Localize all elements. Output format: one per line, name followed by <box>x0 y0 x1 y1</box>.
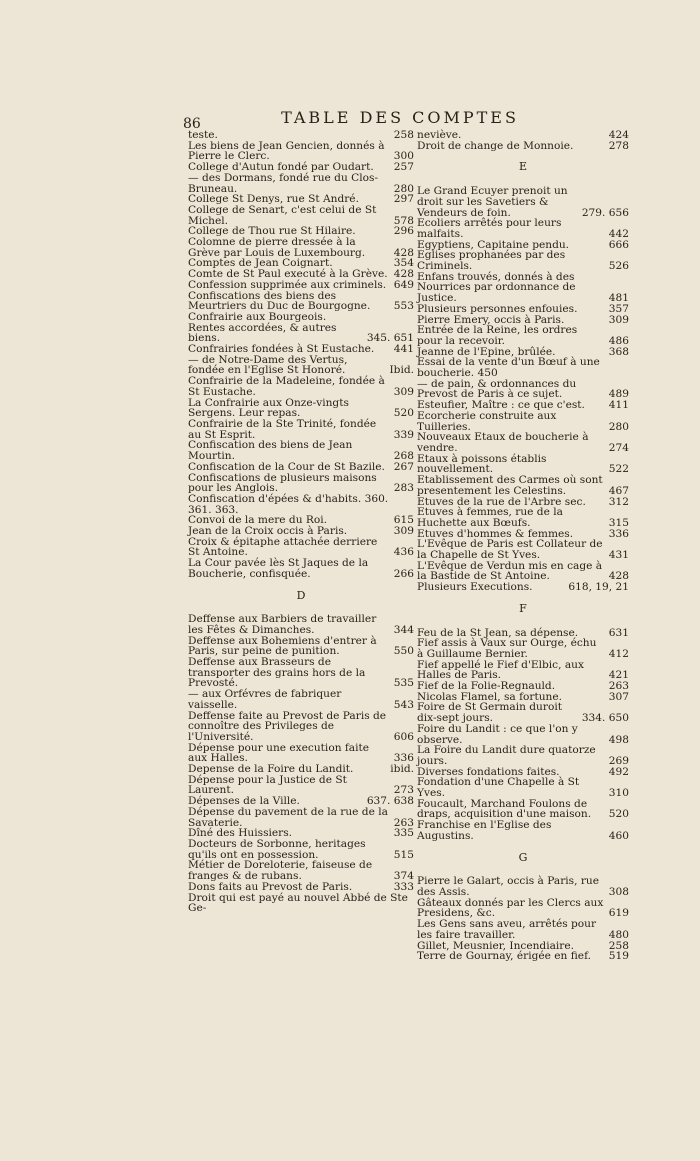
entry-text: — aux Orfévres de fabriquer vaisselle. <box>188 688 342 711</box>
entry-text: Droit qui est payé au nouvel Abbé de Ste Ge- <box>188 891 408 915</box>
section-letter-g: G <box>518 850 528 864</box>
entry-text: College de Senart, c'est celui de St Michel. <box>188 203 377 227</box>
entry-text: College d'Autun fondé par Oudart. <box>188 161 374 174</box>
index-entry <box>188 743 414 764</box>
entry-text: Convoi de la mere du Roi. <box>188 514 328 527</box>
index-entry <box>188 205 414 226</box>
entry-page-number: 269 <box>608 754 629 767</box>
entry-text: Comte de St Paul executé à la Grève. <box>188 268 388 281</box>
entry-page-number: 553 <box>393 300 414 313</box>
entry-page-number: 296 <box>393 225 414 238</box>
right-entries-f <box>417 628 629 842</box>
entry-page-number: 480 <box>608 928 629 941</box>
entry-text: Pierre le Galart, occis à Paris, rue des Assis. <box>417 875 599 898</box>
entry-page-number: 309 <box>608 313 629 326</box>
entry-text: Plusieurs Executions. <box>417 581 533 594</box>
index-entry <box>417 432 629 453</box>
index-entry <box>188 173 414 194</box>
entry-text: Dépense pour une execution faite aux Halles. <box>188 741 370 765</box>
entry-page-number: 520 <box>608 808 629 821</box>
entry-page-number: 263 <box>608 680 629 693</box>
entry-text: Confession supprimée aux criminels. <box>188 278 387 291</box>
entry-text: Nouveaux Etaux de boucherie à vendre. <box>417 431 589 454</box>
entry-text: Docteurs de Sorbonne, heritages qu'ils ont en possession. <box>188 838 366 861</box>
index-entry <box>417 638 629 659</box>
entry-text: Pierre Emery, occis à Paris. <box>417 313 565 326</box>
entry-text: Confiscation d'épées & d'habits. 360. 361. 363. <box>188 492 389 516</box>
index-entry <box>417 919 629 940</box>
entry-page-number: 309 <box>393 525 414 538</box>
entry-text: Esteufier, Maître : ce que c'est. <box>417 399 585 412</box>
entry-text: Colomne de pierre dressée à la Grève par Louis de Luxembourg. <box>188 236 366 259</box>
entry-page-number: 631 <box>608 626 629 639</box>
index-entry <box>188 419 414 440</box>
entry-text: — de pain, & ordonnances du Prevost de Paris à ce sujet. <box>417 377 577 401</box>
index-entry <box>417 141 629 152</box>
entry-text: Dépenses de la Ville. <box>188 795 300 808</box>
entry-text: Croix & épitaphe attachée derriere St Antoine. <box>188 535 378 559</box>
entry-text: Dépense du pavement de la rue de la Savaterie. <box>188 805 388 829</box>
entry-text: Les Gens sans aveu, arrêtés pour les faire travailler. <box>417 918 597 941</box>
entry-page-number: 649 <box>393 278 414 291</box>
entry-text: Dépense pour la Justice de St Laurent. <box>188 773 347 797</box>
index-entry <box>417 475 629 496</box>
entry-text: Etuves à femmes, rue de la Huchette aux Bœufs. <box>417 506 563 529</box>
entry-page-number: 619 <box>608 907 629 920</box>
entry-page-number: 308 <box>608 886 629 898</box>
index-entry <box>417 250 629 271</box>
index-entry <box>188 237 414 258</box>
entry-page-number: 428 <box>393 268 414 281</box>
entry-page-number: 526 <box>608 260 629 273</box>
entry-page-number: 278 <box>608 139 629 152</box>
entry-text: Le Grand Ecuyer prenoit un droit sur les Savetiers & Vendeurs de foin. <box>417 185 568 219</box>
entry-text: Jean de la Croix occis à Paris. <box>188 525 348 538</box>
index-entry <box>188 494 414 515</box>
index-entry <box>417 454 629 475</box>
index-entry <box>188 860 414 881</box>
entry-page-number: 637. 638 <box>366 795 414 808</box>
index-entry <box>188 312 414 344</box>
entry-page-number: Ibid. <box>389 364 414 377</box>
index-entry <box>417 561 629 582</box>
entry-page-number: 336 <box>393 752 414 765</box>
right-entries-g <box>417 876 629 962</box>
right-entries-top <box>417 130 629 151</box>
entry-page-number: 297 <box>393 193 414 206</box>
entry-page-number: 578 <box>393 214 414 227</box>
index-entry <box>188 689 414 710</box>
index-entry <box>417 304 629 315</box>
entry-text: Franchise en l'Eglise des Augustins. <box>417 819 552 842</box>
index-entry <box>188 291 414 312</box>
entry-page-number: 336 <box>608 527 629 540</box>
entry-text: La Confrairie aux Onze-vingts Sergens. Leur repas. <box>188 396 349 420</box>
entry-text: Confiscations des biens des Meurtriers du Duc de Bourgogne. <box>188 289 371 313</box>
entry-page-number: 263 <box>393 816 414 829</box>
entry-page-number: 550 <box>393 645 414 658</box>
section-letter-f: F <box>519 601 527 615</box>
entry-page-number: 520 <box>393 407 414 420</box>
entry-text: Etuves de la rue de l'Arbre sec. <box>417 495 586 508</box>
entry-page-number: 436 <box>393 546 414 559</box>
entry-page-number: 424 <box>608 129 629 141</box>
index-entry <box>417 582 629 593</box>
entry-text: La Foire du Landit dure quatorze jours. <box>417 744 596 767</box>
entry-text: Foire du Landit : ce que l'on y observe. <box>417 722 578 746</box>
index-entry <box>417 325 629 346</box>
index-entry <box>188 636 414 657</box>
entry-text: Les biens de Jean Gencien, donnés à Pierre le Clerc. <box>188 139 385 163</box>
index-entry <box>417 660 629 681</box>
index-entry <box>417 507 629 528</box>
entry-page-number: 498 <box>608 733 629 746</box>
entry-text: Confrairie aux Bourgeois. Rentes accordées, & autres biens. <box>188 310 337 345</box>
index-entry <box>188 893 414 914</box>
entry-text: Etuves d'hommes & femmes. <box>417 527 574 540</box>
entry-page-number: 441 <box>393 343 414 356</box>
entry-page-number: 344 <box>393 623 414 636</box>
entry-page-number: 442 <box>608 227 629 240</box>
index-entry <box>188 807 414 828</box>
entry-page-number: 428 <box>393 246 414 259</box>
entry-text: Foucault, Marchand Foulons de draps, acquisition d'une maison. <box>417 797 592 821</box>
entry-page-number: 309 <box>393 385 414 398</box>
entry-text: College St Denys, rue St André. <box>188 193 359 206</box>
entry-page-number: 257 <box>393 161 414 174</box>
entry-page-number: 374 <box>393 870 414 883</box>
entry-text: Depense de la Foire du Landit. <box>188 763 354 776</box>
entry-page-number: 258 <box>608 939 629 952</box>
entry-text: Dîné des Huissiers. <box>188 827 293 840</box>
entry-page-number: 333 <box>393 880 414 893</box>
entry-text: Enfans trouvés, donnés à des Nourrices par ordonnance de Justice. <box>417 270 576 305</box>
index-entry <box>417 379 629 400</box>
index-entry <box>188 398 414 419</box>
entry-text: Nicolas Flamel, sa fortune. <box>417 690 562 703</box>
entry-text: Confrairies fondées à St Eustache. <box>188 343 375 356</box>
right-column <box>417 130 629 962</box>
entry-page-number: 280 <box>393 182 414 195</box>
section-letter-e: E <box>518 160 528 174</box>
index-entry <box>188 537 414 558</box>
entry-text: Fondation d'une Chapelle à St Yves. <box>417 776 580 800</box>
entry-text: La Cour pavée lès St Jaques de la Boucherie, confisquée. <box>188 557 369 580</box>
entry-text: Egyptiens, Capitaine pendu. <box>417 238 570 251</box>
entry-text: Feu de la St Jean, sa dépense. <box>417 626 579 639</box>
index-entry <box>188 280 414 291</box>
entry-page-number: 666 <box>608 238 629 251</box>
entry-text: Etablissement des Carmes où sont presentement les Celestins. <box>417 474 603 497</box>
entry-text: neviève. <box>417 129 462 141</box>
entry-page-number: 515 <box>393 848 414 861</box>
entry-text: Confrairie de la Ste Trinité, fondée au St Esprit. <box>188 417 377 441</box>
index-entry <box>188 775 414 796</box>
entry-text: College de Thou rue St Hilaire. <box>188 225 356 238</box>
index-entry <box>417 186 629 218</box>
entry-page-number: ibid. <box>390 763 414 776</box>
entry-page-number: 312 <box>608 495 629 508</box>
page-number: 86 <box>183 116 201 132</box>
entry-text: L'Evêque de Verdun mis en cage à la Bastide de St Antoine. <box>417 559 603 583</box>
entry-page-number: 280 <box>608 420 629 433</box>
index-entry <box>417 777 629 798</box>
index-entry <box>417 539 629 560</box>
entry-page-number: 267 <box>393 460 414 473</box>
entry-page-number: 606 <box>393 730 414 743</box>
entry-text: teste. <box>188 129 218 141</box>
index-entry <box>417 218 629 239</box>
right-entries-e <box>417 186 629 593</box>
entry-page-number: 368 <box>608 345 629 358</box>
entry-page-number: 467 <box>608 484 629 497</box>
entry-text: Deffense faite au Prevost de Paris de connoître des Privileges de l'Université. <box>188 709 387 743</box>
entry-text: Essai de la vente d'un Bœuf à une boucherie. 450 <box>417 356 600 380</box>
entry-text: Terre de Gournay, érigée en fief. <box>417 950 591 963</box>
entry-page-number: 258 <box>393 129 414 141</box>
index-entry <box>188 462 414 473</box>
entry-text: Diverses fondations faites. <box>417 765 560 778</box>
entry-page-number: 310 <box>608 787 629 800</box>
entry-page-number: 411 <box>608 399 629 412</box>
entry-text: Ecorcherie construite aux Tuilleries. <box>417 409 557 433</box>
entry-page-number: 354 <box>393 257 414 270</box>
left-entries <box>188 130 414 580</box>
entry-page-number: 421 <box>608 669 629 682</box>
entry-text: Eglises prophanées par des Criminels. <box>417 249 566 273</box>
entry-page-number: 492 <box>608 765 629 778</box>
entry-text: Fief assis à Vaux sur Ourge, échu à Guillaume Bernier. <box>417 637 597 660</box>
entry-page-number: 315 <box>608 516 629 529</box>
entry-text: Foire de St Germain duroit dix-sept jours. <box>417 701 562 725</box>
index-entry <box>188 882 414 893</box>
entry-text: — des Dormans, fondé rue du Clos-Bruneau. <box>188 171 379 195</box>
entry-page-number: 519 <box>608 950 629 963</box>
entry-page-number: 283 <box>393 482 414 495</box>
entry-page-number: 266 <box>393 567 414 580</box>
entry-text: Confiscation de la Cour de St Bazile. <box>188 460 385 473</box>
entry-page-number: 279. 656 <box>581 206 629 219</box>
entry-text: Deffense aux Brasseurs de transporter des grains hors de la Prevosté. <box>188 656 366 690</box>
entry-text: Entrée de la Reine, les ordres pour la recevoir. <box>417 324 578 347</box>
left-entries-d <box>188 614 414 914</box>
index-entry <box>417 820 629 841</box>
index-entry <box>417 799 629 820</box>
entry-text: Gâteaux donnés par les Clercs aux Presidens, &c. <box>417 896 604 920</box>
entry-text: Plusieurs personnes enfouies. <box>417 302 578 315</box>
entry-text: Ecoliers arrêtés pour leurs malfaits. <box>417 217 562 240</box>
entry-text: L'Evêque de Paris est Collateur de la Chapelle de St Yves. <box>417 538 603 562</box>
entry-text: Jeanne de l'Epine, brûlée. <box>417 345 556 358</box>
index-entry <box>188 376 414 397</box>
index-entry <box>417 951 629 962</box>
index-entry <box>188 657 414 689</box>
index-entry <box>188 355 414 376</box>
entry-page-number: 334. 650 <box>581 712 629 725</box>
entry-text: Confiscations de plusieurs maisons pour les Anglois. <box>188 471 377 495</box>
section-letter-d: D <box>296 588 306 602</box>
index-entry <box>188 141 414 162</box>
index-entry <box>188 558 414 579</box>
left-column <box>188 130 414 914</box>
entry-page-number: 618, 19, 21 <box>568 581 629 594</box>
index-entry <box>417 357 629 378</box>
index-entry <box>188 473 414 494</box>
running-title: TABLE DES COMPTES <box>281 108 519 127</box>
index-entry <box>417 702 629 723</box>
index-entry <box>188 711 414 743</box>
entry-page-number: 486 <box>608 334 629 347</box>
index-entry <box>417 745 629 766</box>
entry-page-number: 300 <box>393 150 414 163</box>
entry-page-number: 335 <box>393 827 414 840</box>
entry-page-number: 535 <box>393 677 414 690</box>
entry-text: Comptes de Jean Coignart. <box>188 257 333 270</box>
entry-text: Dons faits au Prevost de Paris. <box>188 880 353 893</box>
entry-page-number: 307 <box>608 690 629 703</box>
entry-text: Droit de change de Monnoie. <box>417 139 574 152</box>
entry-page-number: 357 <box>608 302 629 315</box>
entry-page-number: 412 <box>608 647 629 660</box>
entry-page-number: 615 <box>393 514 414 527</box>
index-entry <box>417 272 629 304</box>
entry-text: Confiscation des biens de Jean Mourtin. <box>188 439 353 463</box>
index-entry <box>417 724 629 745</box>
entry-page-number: 428 <box>608 570 629 583</box>
entry-text: Métier de Doreloterie, faiseuse de franges & de rubans. <box>188 859 373 883</box>
index-entry <box>188 440 414 461</box>
index-entry <box>188 839 414 860</box>
entry-text: Confrairie de la Madeleine, fondée à St Eustache. <box>188 375 385 398</box>
entry-page-number: 522 <box>608 463 629 476</box>
index-entry <box>417 876 629 897</box>
entry-page-number: 339 <box>393 428 414 441</box>
index-entry <box>417 411 629 432</box>
entry-page-number: 431 <box>608 549 629 562</box>
entry-page-number: 345. 651 <box>366 332 414 345</box>
entry-page-number: 543 <box>393 698 414 711</box>
entry-text: Deffense aux Bohemiens d'entrer à Paris, sur peine de punition. <box>188 634 377 658</box>
entry-page-number: 489 <box>608 388 629 401</box>
entry-text: Fief de la Folie-Regnauld. <box>417 680 556 693</box>
entry-page-number: 460 <box>608 829 629 842</box>
entry-text: Fief appellé le Fief d'Elbic, aux Halles de Paris. <box>417 658 584 682</box>
index-entry <box>417 898 629 919</box>
entry-page-number: 268 <box>393 450 414 463</box>
entry-page-number: 481 <box>608 292 629 305</box>
entry-text: Gillet, Meusnier, Incendiaire. <box>417 939 574 952</box>
index-entry <box>188 614 414 635</box>
entry-page-number: 273 <box>393 784 414 797</box>
entry-text: Deffense aux Barbiers de travailler les Fêtes & Dimanches. <box>188 613 377 636</box>
entry-text: — de Notre-Dame des Vertus, fondée en l'Eglise St Honoré. <box>188 353 348 377</box>
entry-text: Etaux à poissons établis nouvellement. <box>417 452 547 476</box>
entry-page-number: 274 <box>608 441 629 454</box>
